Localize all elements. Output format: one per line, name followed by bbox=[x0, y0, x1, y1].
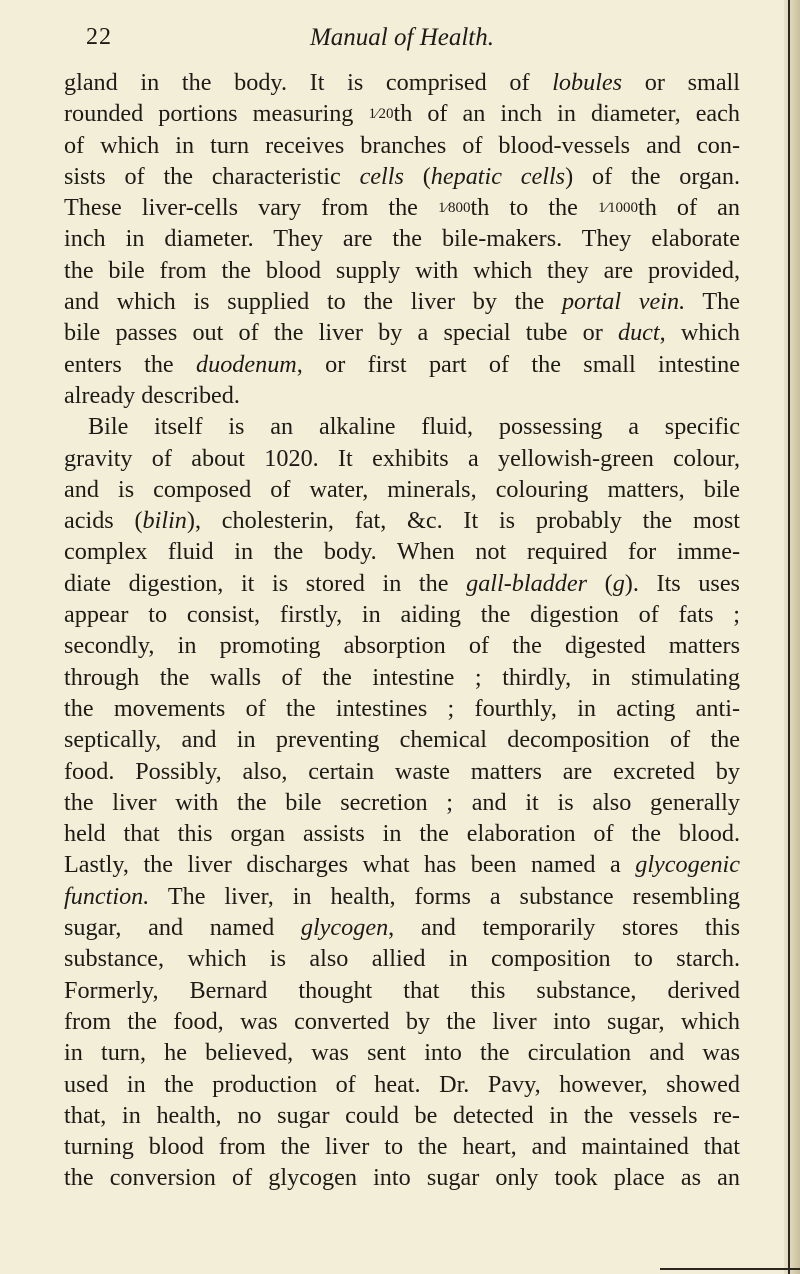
text-run: gland in the body. It is comprised of bbox=[64, 69, 553, 96]
text-line bbox=[64, 1037, 740, 1068]
text-line bbox=[64, 98, 740, 129]
text-run: complex fluid in the body. When not required for imme- bbox=[64, 538, 740, 566]
text-run: th of an bbox=[638, 194, 740, 222]
text-run: th of an inch in diameter, each bbox=[393, 100, 740, 128]
text-line bbox=[64, 286, 740, 317]
text-line bbox=[64, 975, 740, 1006]
text-line bbox=[64, 443, 740, 474]
italic-term: hepatic cells bbox=[430, 162, 566, 190]
text-run: Bile itself is an alkaline fluid, possessing a specific bbox=[88, 413, 740, 441]
italic-term: duct bbox=[617, 319, 660, 347]
text-run: , which bbox=[659, 319, 740, 347]
text-run: inch in diameter. They are the bile-makers. They elaborate bbox=[64, 225, 740, 253]
italic-term: portal vein. bbox=[561, 288, 686, 316]
text-run: the liver with the bile secretion ; and it is also generally bbox=[64, 788, 740, 816]
text-run: through the walls of the intestine ; thirdly, in stimulating bbox=[64, 663, 740, 691]
text-run: The bbox=[685, 288, 741, 316]
text-run: ) of the organ. bbox=[565, 162, 740, 190]
italic-term: duodenum bbox=[196, 350, 297, 378]
italic-term: gall-bladder bbox=[466, 569, 588, 597]
text-line bbox=[64, 161, 740, 192]
text-run: and which is supplied to the liver by the bbox=[64, 288, 562, 316]
italic-term: glycogenic bbox=[635, 851, 740, 879]
text-line bbox=[64, 849, 740, 880]
text-line bbox=[64, 943, 740, 974]
text-run: that, in health, no sugar could be detected in the vessels re- bbox=[64, 1101, 740, 1129]
italic-term: g bbox=[612, 569, 625, 597]
text-line bbox=[64, 192, 740, 223]
text-run: sugar, and named bbox=[64, 914, 301, 942]
bottom-edge-rule bbox=[660, 1268, 800, 1270]
text-run: substance, which is also allied in composition to starch. bbox=[64, 945, 740, 973]
text-line bbox=[64, 599, 740, 630]
text-run: rounded portions measuring bbox=[64, 100, 369, 128]
text-run: ( bbox=[403, 162, 431, 190]
text-run: , and temporarily stores this bbox=[388, 914, 740, 942]
italic-term: lobules bbox=[552, 69, 623, 96]
text-line bbox=[64, 223, 740, 254]
text-run: bile passes out of the liver by a special tube or bbox=[64, 319, 618, 347]
text-run: appear to consist, firstly, in aiding the digestion of fats ; bbox=[64, 601, 740, 629]
text-run: The liver, in health, forms a substance resembling bbox=[149, 882, 740, 910]
text-run: ( bbox=[587, 569, 613, 597]
text-line bbox=[64, 568, 740, 599]
text-line bbox=[64, 380, 740, 411]
text-run: septically, and in preventing chemical decomposition of the bbox=[64, 726, 740, 754]
text-run: th to the bbox=[470, 194, 598, 222]
text-run: from the food, was converted by the liver into sugar, which bbox=[64, 1007, 740, 1035]
text-run: Formerly, Bernard thought that this substance, derived bbox=[64, 976, 740, 1004]
text-run: the movements of the intestines ; fourthly, in acting anti- bbox=[64, 694, 740, 722]
text-line bbox=[64, 787, 740, 818]
text-run: enters the bbox=[64, 350, 196, 378]
text-line bbox=[64, 818, 740, 849]
text-run: gravity of about 1020. It exhibits a yellowish-green colour, bbox=[64, 444, 740, 472]
text-line bbox=[64, 630, 740, 661]
italic-term: bilin bbox=[142, 507, 187, 535]
text-line bbox=[64, 756, 740, 787]
text-line bbox=[64, 724, 740, 755]
text-line bbox=[64, 130, 740, 161]
text-line bbox=[64, 881, 740, 912]
italic-term: cells bbox=[359, 162, 404, 190]
text-run: ). Its uses bbox=[624, 569, 740, 597]
text-run: , or first part of the small intestine bbox=[296, 350, 740, 378]
text-run: the conversion of glycogen into sugar only took place as an bbox=[64, 1164, 740, 1192]
text-run: ), cholesterin, fat, &c. It is probably the most bbox=[186, 507, 740, 535]
text-line bbox=[64, 411, 740, 442]
text-line bbox=[64, 1100, 740, 1131]
page-edge-line bbox=[788, 0, 790, 1274]
text-line bbox=[64, 505, 740, 536]
text-line bbox=[64, 693, 740, 724]
fraction: 1⁄1000 bbox=[597, 200, 638, 217]
italic-term: function. bbox=[64, 882, 150, 910]
text-run: and is composed of water, minerals, colouring matters, bile bbox=[64, 475, 740, 503]
text-line bbox=[64, 317, 740, 348]
text-run: secondly, in promoting absorption of the digested matters bbox=[64, 632, 740, 660]
text-line bbox=[64, 474, 740, 505]
fraction: 1⁄800 bbox=[438, 200, 471, 217]
text-run: sists of the characteristic bbox=[64, 162, 360, 190]
page-edge bbox=[784, 0, 800, 1274]
text-line bbox=[64, 255, 740, 286]
text-line bbox=[64, 536, 740, 567]
text-line bbox=[64, 662, 740, 693]
text-run: used in the production of heat. Dr. Pavy, however, showed bbox=[64, 1070, 740, 1098]
text-line bbox=[64, 1006, 740, 1037]
fraction: 1⁄20 bbox=[368, 106, 394, 123]
text-run: These liver-cells vary from the bbox=[64, 194, 438, 222]
text-run: in turn, he believed, was sent into the circulation and was bbox=[64, 1039, 740, 1067]
text-line bbox=[64, 1069, 740, 1100]
text-run: Lastly, the liver discharges what has been named a bbox=[64, 851, 636, 879]
text-run: acids ( bbox=[64, 507, 143, 535]
text-run: turning blood from the liver to the heart, and maintained that bbox=[64, 1133, 740, 1161]
text-line bbox=[64, 912, 740, 943]
text-run: diate digestion, it is stored in the bbox=[64, 569, 467, 597]
page-header bbox=[64, 24, 740, 58]
text-run: of which in turn receives branches of blood-vessels and con- bbox=[64, 131, 740, 159]
page-number: 22 bbox=[86, 24, 112, 50]
text-run: already described. bbox=[64, 381, 240, 409]
text-run: held that this organ assists in the elaboration of the blood. bbox=[64, 820, 740, 848]
running-title: Manual of Health. bbox=[309, 24, 494, 51]
text-line bbox=[64, 1131, 740, 1162]
text-run: or small bbox=[622, 69, 740, 96]
body-text bbox=[64, 67, 740, 1194]
text-run: the bile from the blood supply with which they are provided, bbox=[64, 256, 740, 284]
text-line bbox=[64, 67, 740, 98]
text-line bbox=[64, 1162, 740, 1193]
text-line bbox=[64, 349, 740, 380]
italic-term: glycogen bbox=[300, 914, 389, 942]
text-run: food. Possibly, also, certain waste matters are excreted by bbox=[64, 757, 740, 785]
